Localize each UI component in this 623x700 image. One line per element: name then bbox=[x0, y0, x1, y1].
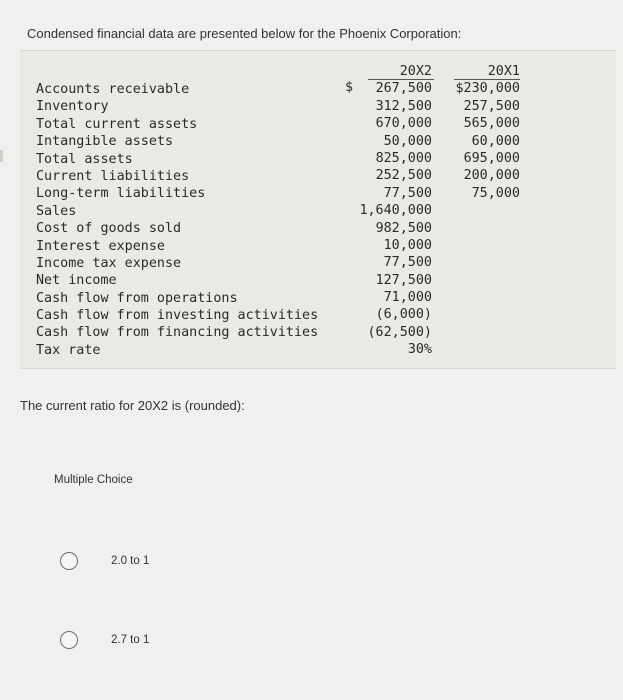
value-cell: (6,000) bbox=[375, 307, 432, 323]
value-cell: 30% bbox=[407, 342, 432, 358]
column-header-20x1: 20X1 bbox=[487, 64, 520, 79]
value-cell: 77,500 bbox=[383, 185, 432, 201]
header-underline-20x2 bbox=[368, 79, 434, 80]
row-label: Long-term liabilities bbox=[36, 186, 206, 202]
row-label: Net income bbox=[36, 273, 117, 289]
financial-data-table bbox=[20, 50, 616, 369]
value-cell: 252,500 bbox=[375, 168, 432, 184]
row-label: Cash flow from investing activities bbox=[36, 308, 319, 324]
choice-label: 2.0 to 1 bbox=[111, 555, 150, 567]
value-cell: 695,000 bbox=[463, 150, 520, 166]
currency-symbol: $ bbox=[345, 80, 354, 96]
column-20x1 bbox=[440, 63, 520, 202]
column-20x2 bbox=[340, 63, 432, 359]
row-label: Current liabilities bbox=[36, 168, 190, 184]
value-cell: 60,000 bbox=[471, 133, 520, 149]
row-label: Inventory bbox=[36, 99, 109, 115]
choice-option-1[interactable] bbox=[60, 552, 149, 570]
value-cell: (62,500) bbox=[367, 324, 432, 340]
page-edge-marker bbox=[0, 150, 3, 162]
row-label: Income tax expense bbox=[36, 255, 182, 271]
value-cell: 71,000 bbox=[383, 290, 432, 306]
row-label: Total current assets bbox=[36, 116, 198, 132]
value-cell: 312,500 bbox=[375, 98, 432, 114]
value-cell: 127,500 bbox=[375, 272, 432, 288]
row-label: Interest expense bbox=[36, 238, 165, 254]
value-cell: 50,000 bbox=[383, 133, 432, 149]
value-cell: 670,000 bbox=[375, 116, 432, 132]
value-cell: 565,000 bbox=[463, 116, 520, 132]
row-label: Sales bbox=[36, 203, 77, 219]
choice-option-2[interactable] bbox=[60, 631, 149, 649]
row-label: Cash flow from operations bbox=[36, 290, 238, 306]
value-cell: 267,500 bbox=[375, 81, 432, 97]
row-label: Total assets bbox=[36, 151, 133, 167]
value-cell: 257,500 bbox=[463, 98, 520, 114]
row-label: Accounts receivable bbox=[36, 82, 190, 97]
row-label: Intangible assets bbox=[36, 134, 174, 150]
intro-text: Condensed financial data are presented below for the Phoenix Corporation: bbox=[27, 26, 462, 41]
value-cell: 75,000 bbox=[471, 185, 520, 201]
question-text: The current ratio for 20X2 is (rounded): bbox=[20, 398, 245, 413]
value-cell: 10,000 bbox=[383, 237, 432, 253]
value-cell: $230,000 bbox=[455, 81, 520, 97]
row-label: Tax rate bbox=[36, 342, 101, 358]
row-label: Cash flow from financing activities bbox=[36, 325, 319, 341]
header-underline-20x1 bbox=[454, 79, 520, 80]
choice-label: 2.7 to 1 bbox=[111, 634, 150, 646]
multiple-choice-label: Multiple Choice bbox=[54, 474, 133, 486]
row-labels bbox=[36, 81, 318, 359]
value-cell: 825,000 bbox=[375, 150, 432, 166]
row-label: Cost of goods sold bbox=[36, 221, 182, 237]
value-cell: 77,500 bbox=[383, 255, 432, 271]
column-header-20x2: 20X2 bbox=[399, 64, 432, 79]
value-cell: 1,640,000 bbox=[359, 203, 432, 219]
value-cell: 200,000 bbox=[463, 168, 520, 184]
radio-button-icon[interactable] bbox=[60, 552, 78, 570]
value-cell: 982,500 bbox=[375, 220, 432, 236]
radio-button-icon[interactable] bbox=[60, 631, 78, 649]
